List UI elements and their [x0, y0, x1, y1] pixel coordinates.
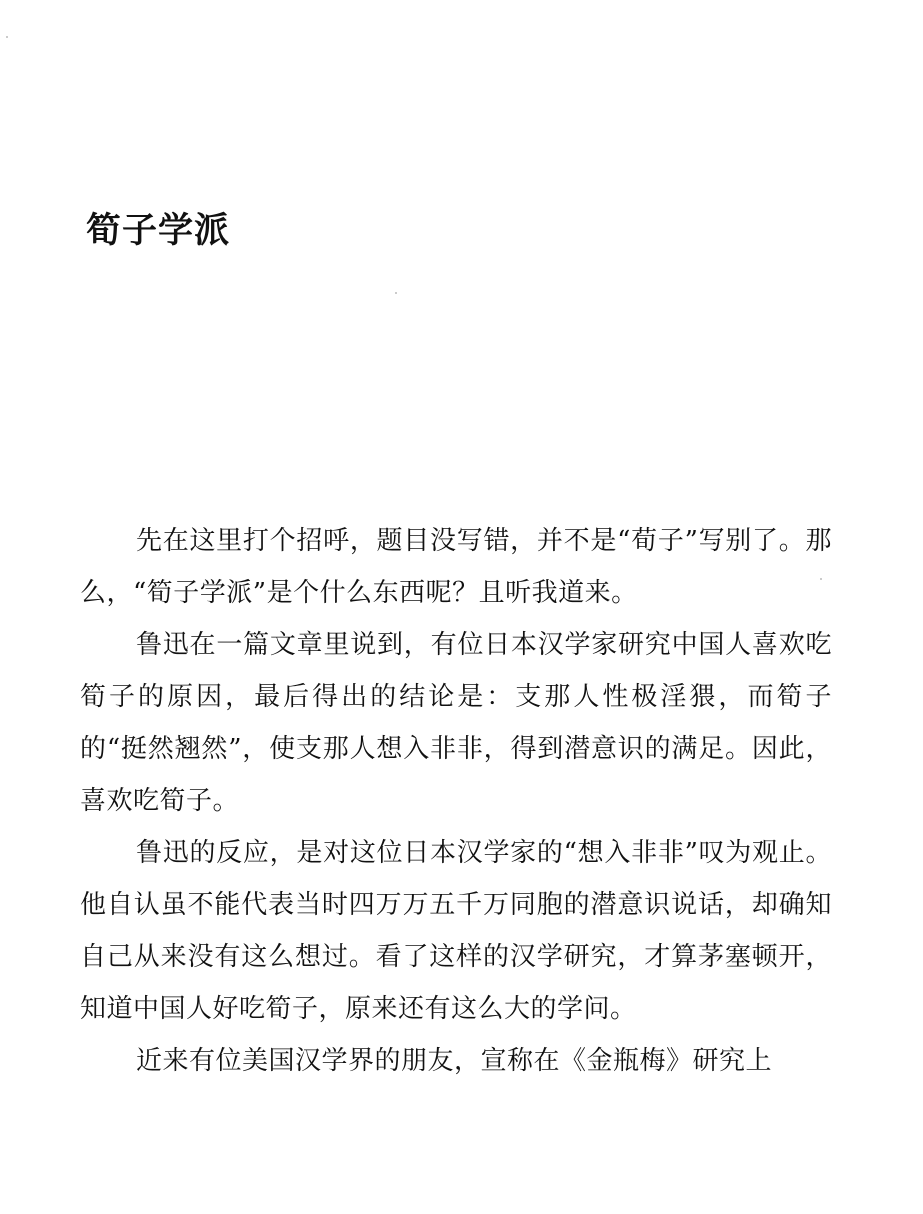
paragraph-2: 鲁迅在一篇文章里说到，有位日本汉学家研究中国人喜欢吃筍子的原因，最后得出的结论是：支那人性极淫猥，而筍子的“挺然翘然”，使支那人想入非非，得到潜意识的满足。因此，喜欢吃筍子。 — [80, 630, 832, 816]
paragraph-3: 鲁迅的反应，是对这位日本汉学家的“想入非非”叹为观止。他自认虽不能代表当时四万万五千万同胞的潜意识说话，却确知自己从来没有这么想过。看了这样的汉学研究，才算茅塞顿开，知道中国人好吃筍子，原来还有这么大的学问。 — [80, 838, 832, 1024]
scan-speck — [6, 36, 8, 38]
body-text — [80, 515, 832, 1087]
page-title: 筍子学派 — [86, 211, 231, 252]
paragraph-4: 近来有位美国汉学界的朋友，宣称在《金瓶梅》研究上 — [136, 1046, 773, 1076]
paragraph-1: 先在这里打个招呼，题目没写错，并不是“荀子”写别了。那么，“筍子学派”是个什么东西呢？且听我道来。 — [80, 526, 832, 608]
scan-speck — [395, 292, 397, 294]
